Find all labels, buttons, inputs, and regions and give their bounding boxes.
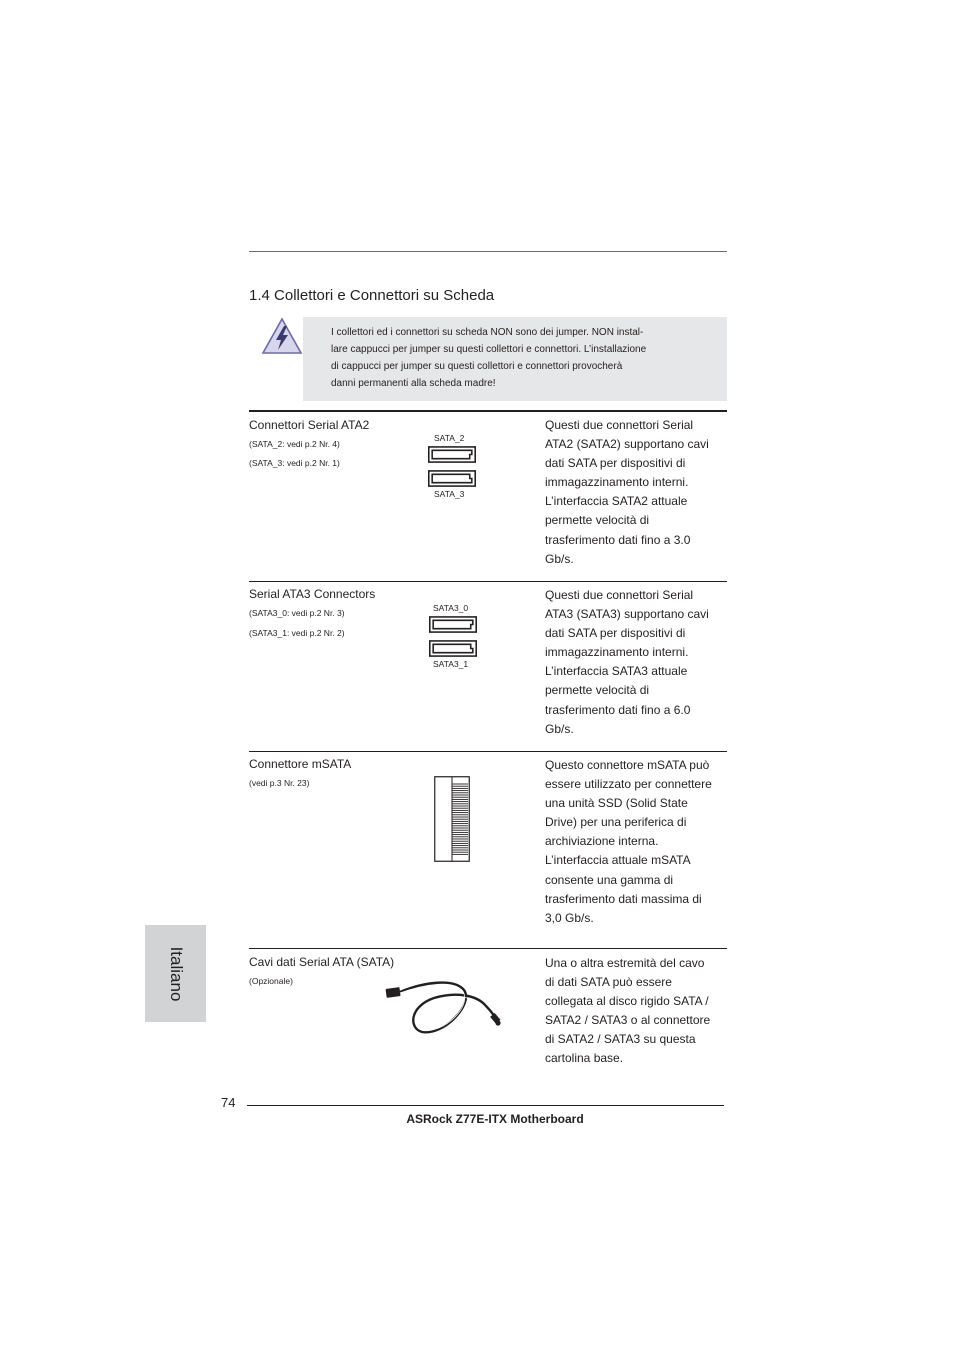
desc-line: essere utilizzato per connettere	[545, 777, 712, 792]
footer-rule	[247, 1105, 724, 1106]
desc-line: Gb/s.	[545, 551, 574, 566]
row-divider	[249, 581, 727, 582]
row-ref-sata-cable: (Opzionale)	[249, 976, 293, 986]
desc-line: SATA2 / SATA3 o al connettore	[545, 1013, 711, 1028]
desc-line: immagazzinamento interni.	[545, 475, 689, 490]
desc-line: permette velocità di	[545, 513, 650, 528]
desc-line: Drive) per una periferica di	[545, 815, 687, 830]
row-divider	[249, 948, 727, 949]
desc-line: immagazzinamento interni.	[545, 645, 689, 660]
row-description-sata-cable	[545, 954, 730, 1069]
row-title-sata2: Connettori Serial ATA2	[249, 418, 370, 432]
desc-line: Questo connettore mSATA può	[545, 758, 710, 772]
desc-line: trasferimento dati fino a 6.0	[545, 702, 691, 717]
desc-line: L’interfaccia SATA3 attuale	[545, 664, 688, 679]
row-title-sata3: Serial ATA3 Connectors	[249, 587, 376, 601]
desc-line: archiviazione interna.	[545, 834, 659, 849]
row-description-sata3	[545, 586, 730, 739]
desc-line: Una o altra estremità del cavo	[545, 956, 705, 970]
desc-line: permette velocità di	[545, 683, 650, 698]
desc-line: di SATA2 / SATA3 su questa	[545, 1032, 696, 1047]
port-label-sata3-0: SATA3_0	[433, 603, 469, 613]
row-divider	[249, 751, 727, 752]
row-ref-sata2-port2: (SATA_2: vedi p.2 Nr. 4)	[249, 439, 340, 449]
row-title-msata: Connettore mSATA	[249, 757, 352, 771]
row-ref-sata3-port0: (SATA3_0: vedi p.2 Nr. 3)	[249, 608, 345, 618]
desc-line: Gb/s.	[545, 721, 574, 736]
msata-connector-icon	[434, 776, 470, 862]
desc-line: collegata al disco rigido SATA /	[545, 994, 709, 1009]
language-label: Italiano	[166, 946, 186, 1001]
desc-line: trasferimento dati fino a 3.0	[545, 532, 691, 547]
language-side-tab	[145, 925, 206, 1022]
desc-line: di dati SATA può essere	[545, 975, 672, 990]
note-line: lare cappucci per jumper su questi collettori e connettori. L’installazione	[331, 344, 647, 355]
top-rule	[249, 251, 727, 252]
row-description-msata	[545, 756, 730, 928]
desc-line: L’interfaccia SATA2 attuale	[545, 494, 688, 509]
row-description-sata2	[545, 416, 730, 569]
row-ref-msata: (vedi p.3 Nr. 23)	[249, 778, 310, 788]
desc-line: dati SATA per dispositivi di	[545, 626, 686, 641]
sata-cable-icon	[384, 976, 514, 1036]
note-line: danni permanenti alla scheda madre!	[331, 378, 496, 389]
desc-line: ATA3 (SATA3) supportano cavi	[545, 607, 709, 622]
sata-connector-icon	[428, 446, 476, 463]
row-ref-sata2-port3: (SATA_3: vedi p.2 Nr. 1)	[249, 458, 340, 468]
sata-connector-icon	[429, 616, 477, 633]
desc-line: consente una gamma di	[545, 872, 674, 887]
warning-triangle-icon	[261, 316, 303, 356]
desc-line: 3,0 Gb/s.	[545, 910, 594, 925]
desc-line: dati SATA per dispositivi di	[545, 456, 686, 471]
footer-product-name: ASRock Z77E-ITX Motherboard	[406, 1112, 584, 1126]
note-line: I collettori ed i connettori su scheda NON sono dei jumper. NON instal-	[331, 327, 644, 338]
desc-line: una unità SSD (Solid State	[545, 796, 688, 811]
desc-line: Questi due connettori Serial	[545, 588, 694, 602]
desc-line: ATA2 (SATA2) supportano cavi	[545, 437, 709, 452]
page-number: 74	[221, 1095, 236, 1110]
row-ref-sata3-port1: (SATA3_1: vedi p.2 Nr. 2)	[249, 628, 345, 638]
desc-line: cartolina base.	[545, 1051, 624, 1066]
warning-note	[303, 317, 727, 401]
desc-line: Questi due connettori Serial	[545, 418, 694, 432]
desc-line: trasferimento dati massima di	[545, 891, 702, 906]
sata-connector-icon	[429, 640, 477, 657]
port-label-sata-2: SATA_2	[434, 433, 465, 443]
table-top-rule	[249, 410, 727, 412]
sata-connector-icon	[428, 470, 476, 487]
section-title: 1.4 Collettori e Connettori su Scheda	[249, 287, 495, 304]
row-title-sata-cable: Cavi dati Serial ATA (SATA)	[249, 955, 395, 969]
port-label-sata3-1: SATA3_1	[433, 659, 469, 669]
desc-line: L’interfaccia attuale mSATA	[545, 853, 691, 868]
note-line: di cappucci per jumper su questi collettori e connettori provocherà	[331, 361, 623, 372]
port-label-sata-3: SATA_3	[434, 489, 465, 499]
